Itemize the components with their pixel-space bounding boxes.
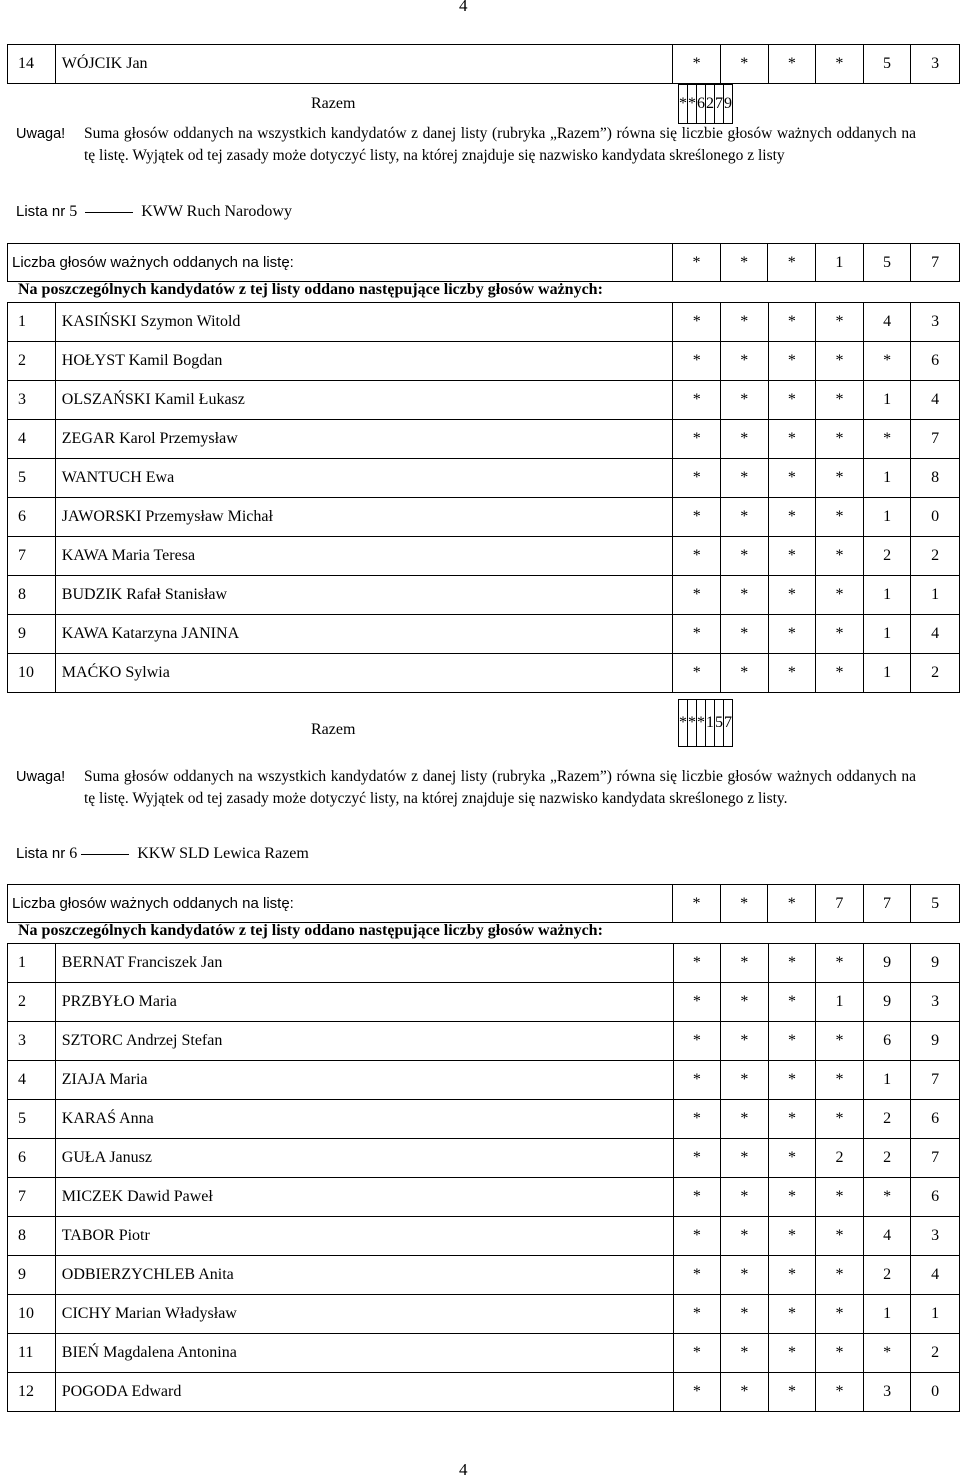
vote-digit-cell: 6 [911,1178,960,1217]
digit-cell: 7 [863,885,911,923]
vote-digit-cell: 1 [863,498,911,537]
vote-digit-cell: * [768,1334,816,1373]
vote-digit-cell: * [721,1022,769,1061]
vote-digit-cell: * [863,1334,911,1373]
candidate-number: 3 [8,1022,56,1061]
candidate-number: 7 [8,1178,56,1217]
vote-digit-cell: 6 [911,1100,960,1139]
razem-digit-cell: * [688,85,697,124]
vote-digit-cell: 1 [863,654,911,693]
vote-digit-cell: 3 [911,983,960,1022]
digit-cell: 5 [911,885,960,923]
vote-digit-cell: * [673,537,721,576]
candidate-number: 3 [8,381,56,420]
vote-digit-cell: * [721,1217,769,1256]
digit-cell: * [720,244,768,282]
vote-digit-cell: * [720,45,768,84]
candidate-number: 8 [8,1217,56,1256]
vote-digit-cell: * [768,1139,816,1178]
vote-digit-cell: 3 [863,1373,911,1412]
vote-digit-cell: * [673,983,721,1022]
vote-digit-cell: * [673,1178,721,1217]
vote-digit-cell: * [768,983,816,1022]
vote-digit-cell: * [768,1256,816,1295]
vote-digit-cell: 9 [911,1022,960,1061]
vote-digit-cell: * [673,1139,721,1178]
vote-digit-cell: * [768,537,816,576]
digit-cell: * [768,885,816,923]
vote-digit-cell: * [768,1373,816,1412]
vote-digit-cell: 4 [911,615,960,654]
digit-cell: * [673,885,721,923]
vote-digit-cell: * [673,45,721,84]
candidate-name: MICZEK Dawid Paweł [55,1178,673,1217]
vote-digit-cell: * [673,420,721,459]
digit-cell: * [720,885,768,923]
razem-digits-row [679,85,733,124]
vote-digit-cell: * [768,459,816,498]
vote-digit-cell: * [816,45,864,84]
list-committee: KWW Ruch Narodowy [141,203,292,220]
candidate-row [8,576,960,615]
candidate-row [8,420,960,459]
section-a-rows [8,45,960,84]
list5-candidate-table [7,302,960,693]
candidate-name: KARAŚ Anna [55,1100,673,1139]
vote-digit-cell: * [673,459,721,498]
candidate-number: 11 [8,1334,56,1373]
candidate-number: 10 [8,654,56,693]
candidate-name: BIEŃ Magdalena Antonina [55,1334,673,1373]
candidate-name: POGODA Edward [55,1373,673,1412]
vote-digit-cell: * [673,1256,721,1295]
vote-digit-cell: * [721,1334,769,1373]
vote-digit-cell: 0 [911,498,960,537]
razem-digit-cell: 2 [706,85,715,124]
vote-digit-cell: * [768,45,816,84]
vote-digit-cell: * [816,537,864,576]
section-a-note [16,123,916,167]
razem-digit-cell: 7 [715,85,724,124]
digit-cell: * [673,244,721,282]
candidate-row [8,381,960,420]
candidate-number: 6 [8,498,56,537]
digit-cell: 5 [863,244,911,282]
vote-digit-cell: * [816,944,864,983]
title-dash [85,212,133,213]
razem-label: Razem [311,721,356,738]
vote-digit-cell: * [673,342,721,381]
vote-digit-cell: 7 [911,420,960,459]
vote-digit-cell: * [863,342,911,381]
list5-subheading: Na poszczególnych kandydatów z tej listy oddano następujące liczby głosów ważnych: [18,281,603,298]
candidate-number: 6 [8,1139,56,1178]
note-label: Uwaga! [16,126,66,142]
vote-digit-cell: * [673,654,721,693]
vote-digit-cell: * [720,576,768,615]
candidate-row [8,459,960,498]
candidate-name: KAWA Maria Teresa [55,537,673,576]
digit-cell: * [768,244,816,282]
razem-digit-cell: * [679,700,688,747]
vote-digit-cell: 2 [911,1334,960,1373]
candidate-row [8,45,960,84]
candidate-name: JAWORSKI Przemysław Michał [55,498,673,537]
candidate-row [8,1178,960,1217]
vote-digit-cell: * [721,1295,769,1334]
candidate-number: 2 [8,983,56,1022]
vote-digit-cell: * [673,1100,721,1139]
candidate-number: 2 [8,342,56,381]
vote-digit-cell: * [673,1217,721,1256]
vote-digit-cell: * [721,1373,769,1412]
vote-digit-cell: 1 [863,459,911,498]
candidate-name: MAĆKO Sylwia [55,654,673,693]
section-a-candidate-table [7,44,960,84]
razem-digits-box [678,699,733,747]
candidate-name: SZTORC Andrzej Stefan [55,1022,673,1061]
candidate-name: ZEGAR Karol Przemysław [55,420,673,459]
candidate-name: KASIŃSKI Szymon Witold [55,303,673,342]
vote-digit-cell: 4 [911,1256,960,1295]
candidate-name: KAWA Katarzyna JANINA [55,615,673,654]
candidate-row [8,983,960,1022]
razem-digit-cell: * [688,700,697,747]
candidate-name: WANTUCH Ewa [55,459,673,498]
candidate-row [8,1217,960,1256]
vote-digit-cell: * [768,498,816,537]
vote-digit-cell: * [673,498,721,537]
vote-digit-cell: 2 [863,1100,911,1139]
vote-digit-cell: 6 [863,1022,911,1061]
razem-digit-cell: 9 [724,85,733,124]
candidate-row [8,1061,960,1100]
vote-digit-cell: * [768,944,816,983]
vote-digit-cell: * [720,420,768,459]
vote-digit-cell: * [720,381,768,420]
vote-digit-cell: * [816,1295,864,1334]
vote-digit-cell: 3 [911,303,960,342]
vote-digit-cell: * [768,1217,816,1256]
vote-digit-cell: * [721,1178,769,1217]
candidate-number: 4 [8,420,56,459]
vote-digit-cell: 1 [911,576,960,615]
vote-digit-cell: * [768,1100,816,1139]
candidate-number: 1 [8,944,56,983]
vote-digit-cell: * [816,1022,864,1061]
vote-digit-cell: 3 [911,45,960,84]
candidate-name: CICHY Marian Władysław [55,1295,673,1334]
vote-digit-cell: * [816,1178,864,1217]
vote-digit-cell: 2 [911,654,960,693]
candidate-number: 5 [8,459,56,498]
valid-votes-label: Liczba głosów ważnych oddanych na listę: [8,244,673,282]
vote-digit-cell: * [816,459,864,498]
vote-digit-cell: 4 [863,303,911,342]
vote-digit-cell: * [673,615,721,654]
candidate-row [8,498,960,537]
title-dash [81,854,129,855]
vote-digit-cell: * [720,615,768,654]
vote-digit-cell: * [721,1139,769,1178]
vote-digit-cell: * [721,944,769,983]
vote-digit-cell: * [768,381,816,420]
vote-digit-cell: 2 [863,1139,911,1178]
razem-digit-cell: 5 [715,700,724,747]
candidate-row [8,1256,960,1295]
list-number: 5 [69,203,78,220]
vote-digit-cell: * [863,420,911,459]
vote-digit-cell: * [816,1373,864,1412]
candidate-row [8,537,960,576]
razem-digit-cell: 6 [697,85,706,124]
vote-digit-cell: 1 [863,615,911,654]
candidate-number: 4 [8,1061,56,1100]
candidate-number: 1 [8,303,56,342]
razem-digit-cell: 1 [706,700,715,747]
vote-digit-cell: * [816,615,864,654]
vote-digit-cell: * [768,654,816,693]
vote-digit-cell: * [816,576,864,615]
candidate-name: GUŁA Janusz [55,1139,673,1178]
vote-digit-cell: * [673,1334,721,1373]
vote-digit-cell: 8 [911,459,960,498]
vote-digit-cell: * [768,1022,816,1061]
razem-digits-box [678,84,733,124]
list5-rows [8,303,960,693]
vote-digit-cell: * [816,420,864,459]
candidate-name: BERNAT Franciszek Jan [55,944,673,983]
vote-digit-cell: 2 [816,1139,864,1178]
vote-digit-cell: * [816,381,864,420]
vote-digit-cell: * [720,303,768,342]
vote-digit-cell: * [816,1334,864,1373]
candidate-name: ODBIERZYCHLEB Anita [55,1256,673,1295]
candidate-number: 8 [8,576,56,615]
vote-digit-cell: 1 [863,576,911,615]
list6-title [16,845,309,863]
vote-digit-cell: 1 [863,381,911,420]
candidate-row [8,654,960,693]
vote-digit-cell: 4 [863,1217,911,1256]
vote-digit-cell: * [816,1100,864,1139]
candidate-name: OLSZAŃSKI Kamil Łukasz [55,381,673,420]
razem-digit-cell: 7 [724,700,733,747]
vote-digit-cell: 1 [911,1295,960,1334]
vote-digit-cell: * [768,1295,816,1334]
vote-digit-cell: * [673,1061,721,1100]
vote-digit-cell: * [768,342,816,381]
list-label: Lista nr [16,845,66,862]
list6-valid-votes-box [7,884,960,923]
vote-digit-cell: * [768,1178,816,1217]
vote-digit-cell: * [673,1373,721,1412]
list5-note [16,766,916,810]
digit-cell: 7 [911,244,960,282]
razem-digit-cell: * [679,85,688,124]
vote-digit-cell: * [673,1022,721,1061]
vote-digit-cell: * [721,1061,769,1100]
vote-digit-cell: 2 [863,537,911,576]
candidate-number: 12 [8,1373,56,1412]
vote-digit-cell: 7 [911,1061,960,1100]
vote-digit-cell: * [768,615,816,654]
candidate-row [8,615,960,654]
candidate-name: WÓJCIK Jan [55,45,673,84]
vote-digit-cell: 7 [911,1139,960,1178]
vote-digit-cell: 2 [911,537,960,576]
vote-digit-cell: * [721,1100,769,1139]
vote-digit-cell: * [863,1178,911,1217]
vote-digit-cell: 9 [863,944,911,983]
vote-digit-cell: 0 [911,1373,960,1412]
vote-digit-cell: * [673,303,721,342]
vote-digit-cell: * [673,576,721,615]
candidate-number: 5 [8,1100,56,1139]
vote-digit-cell: 1 [863,1061,911,1100]
vote-digit-cell: * [768,576,816,615]
vote-digit-cell: 9 [863,983,911,1022]
page-number-top: 4 [459,0,468,15]
candidate-number: 9 [8,615,56,654]
vote-digit-cell: * [816,342,864,381]
candidate-number: 7 [8,537,56,576]
vote-digit-cell: * [720,537,768,576]
razem-digit-cell: * [697,700,706,747]
list-committee: KKW SLD Lewica Razem [137,845,309,862]
note-text: Suma głosów oddanych na wszystkich kandydatów z danej listy (rubryka „Razem”) równa się liczbie głosów ważnych oddanych na tę listę. Wyjątek od tej zasady może dotyczyć listy, na której znajduje się nazwisko kandydata skreślonego z listy. [84,768,916,807]
vote-digit-cell: * [673,944,721,983]
candidate-row [8,342,960,381]
digit-cell: 1 [816,244,864,282]
note-label: Uwaga! [16,769,66,785]
vote-digit-cell: * [720,498,768,537]
vote-digit-cell: 1 [863,1295,911,1334]
candidate-name: BUDZIK Rafał Stanisław [55,576,673,615]
razem-label: Razem [311,95,356,112]
vote-digit-cell: * [720,654,768,693]
candidate-number: 9 [8,1256,56,1295]
candidate-row [8,1295,960,1334]
vote-digit-cell: * [816,1256,864,1295]
vote-digit-cell: * [768,303,816,342]
vote-digit-cell: * [816,1061,864,1100]
vote-digit-cell: 6 [911,342,960,381]
candidate-row [8,944,960,983]
list-number: 6 [69,845,78,862]
vote-digit-cell: * [721,983,769,1022]
vote-digit-cell: * [721,1256,769,1295]
candidate-name: HOŁYST Kamil Bogdan [55,342,673,381]
list6-candidate-table [7,943,960,1412]
vote-digit-cell: 1 [816,983,864,1022]
vote-digit-cell: * [673,1295,721,1334]
note-text: Suma głosów oddanych na wszystkich kandydatów z danej listy (rubryka „Razem”) równa się liczbie głosów ważnych oddanych na tę listę. Wyjątek od tej zasady może dotyczyć listy, na której znajduje się nazwisko kandydata skreślonego z listy [84,125,916,164]
vote-digit-cell: * [816,654,864,693]
vote-digit-cell: * [816,498,864,537]
candidate-row [8,1022,960,1061]
candidate-number: 10 [8,1295,56,1334]
candidate-number: 14 [8,45,56,84]
vote-digit-cell: 4 [911,381,960,420]
list6-rows [8,944,960,1412]
vote-digit-cell: * [720,459,768,498]
razem-digits-row [679,700,733,747]
vote-digit-cell: * [816,1217,864,1256]
list5-title [16,203,292,221]
list6-subheading: Na poszczególnych kandydatów z tej listy oddano następujące liczby głosów ważnych: [18,922,603,939]
digit-cell: 7 [816,885,864,923]
candidate-row [8,303,960,342]
candidate-name: ZIAJA Maria [55,1061,673,1100]
vote-digit-cell: 9 [911,944,960,983]
valid-votes-label: Liczba głosów ważnych oddanych na listę: [8,885,673,923]
candidate-row [8,1373,960,1412]
vote-digit-cell: * [768,1061,816,1100]
list-label: Lista nr [16,203,66,220]
vote-digit-cell: 3 [911,1217,960,1256]
vote-digit-cell: 5 [863,45,911,84]
vote-digit-cell: * [673,381,721,420]
candidate-row [8,1100,960,1139]
candidate-name: PRZBYŁO Maria [55,983,673,1022]
page-number-bottom: 4 [459,1460,468,1479]
vote-digit-cell: * [768,420,816,459]
vote-digit-cell: * [720,342,768,381]
vote-digit-cell: * [816,303,864,342]
list5-valid-votes-box [7,243,960,282]
vote-digit-cell: 2 [863,1256,911,1295]
candidate-row [8,1334,960,1373]
candidate-row [8,1139,960,1178]
candidate-name: TABOR Piotr [55,1217,673,1256]
